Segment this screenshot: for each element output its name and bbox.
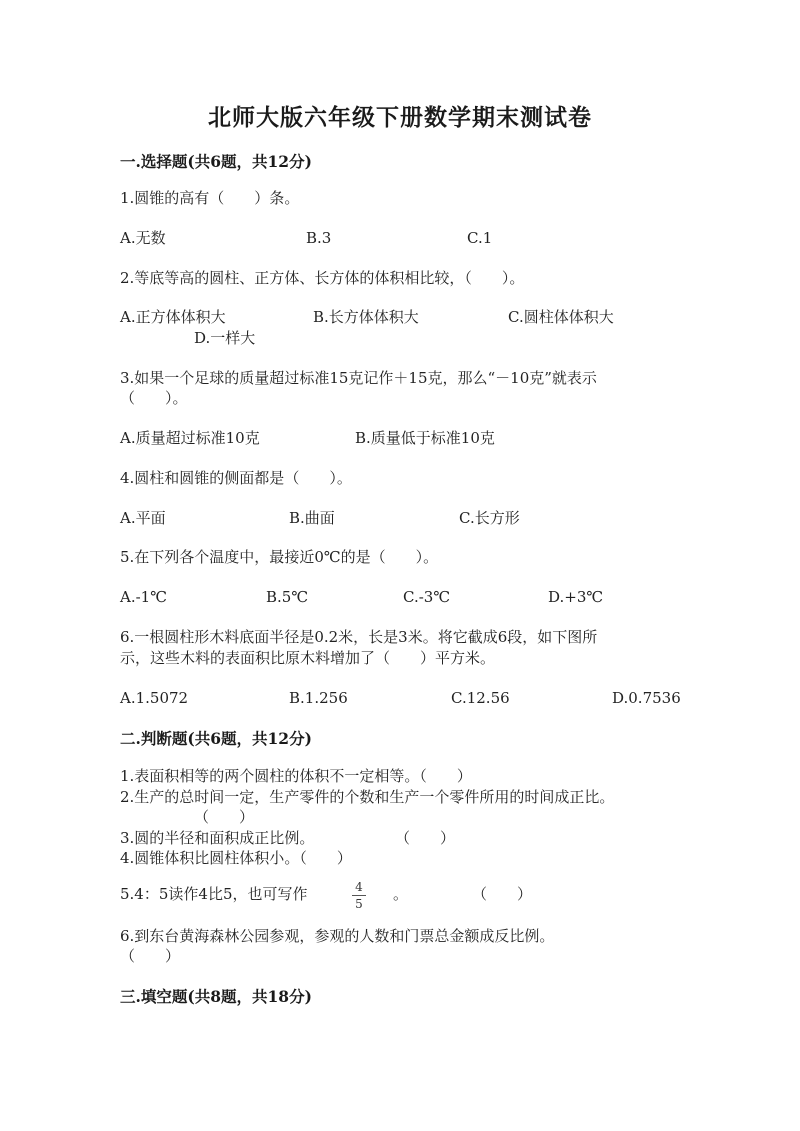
fraction-four-fifths	[352, 880, 366, 911]
question-2-stem: 2.等底等高的圆柱、正方体、长方体的体积相比较，（ ）。	[120, 269, 525, 287]
section-heading-judgment: 二.判断题(共6题，共12分)	[120, 729, 312, 748]
judgment-5-period: 。	[393, 885, 409, 903]
question-2-option-c: C.圆柱体体积大	[508, 308, 614, 326]
question-4-option-a: A.平面	[120, 509, 166, 527]
question-6-stem-line2: 示，这些木料的表面积比原木料增加了（ ）平方米。	[120, 649, 496, 667]
question-6-option-d: D.0.7536	[612, 689, 681, 707]
question-5-stem: 5.在下列各个温度中，最接近0℃的是（ ）。	[120, 548, 439, 566]
section-heading-choice: 一.选择题(共6题，共12分)	[120, 152, 312, 171]
question-2-option-d: D.一样大	[194, 329, 256, 347]
question-1-option-a: A.无数	[120, 229, 166, 247]
judgment-6-line2: （ ）	[120, 947, 181, 965]
question-2-option-b: B.长方体体积大	[313, 308, 419, 326]
question-6-option-b: B.1.256	[289, 689, 348, 707]
fraction-numerator: 4	[355, 880, 363, 894]
question-5-option-c: C.-3℃	[403, 588, 451, 606]
page-title: 北师大版六年级下册数学期末测试卷	[208, 104, 592, 131]
question-5-option-d: D.+3℃	[548, 588, 604, 606]
question-3-stem-line1: 3.如果一个足球的质量超过标准15克记作＋15克，那么“－10克”就表示	[120, 369, 597, 387]
question-1-option-b: B.3	[306, 229, 332, 247]
question-4-stem: 4.圆柱和圆锥的侧面都是（ ）。	[120, 469, 352, 487]
judgment-4: 4.圆锥体积比圆柱体积小。（ ）	[120, 849, 352, 867]
question-6-option-a: A.1.5072	[120, 689, 189, 707]
question-6-stem-line1: 6.一根圆柱形木料底面半径是0.2米，长是3米。将它截成6段，如下图所	[120, 628, 598, 646]
fraction-denominator: 5	[355, 897, 363, 911]
question-5-option-a: A.-1℃	[120, 588, 167, 606]
question-4-option-b: B.曲面	[289, 509, 335, 527]
question-3-option-b: B.质量低于标准10克	[355, 429, 495, 447]
judgment-6-line1: 6.到东台黄海森林公园参观，参观的人数和门票总金额成反比例。	[120, 927, 555, 945]
question-3-option-a: A.质量超过标准10克	[120, 429, 260, 447]
section-heading-fill-blank: 三.填空题(共8题，共18分)	[120, 987, 312, 1006]
judgment-2-line2: （ ）	[194, 808, 255, 826]
judgment-3-answer-blank: （ ）	[395, 829, 456, 847]
judgment-5-answer-blank: （ ）	[472, 885, 533, 903]
question-4-option-c: C.长方形	[459, 509, 520, 527]
judgment-3: 3.圆的半径和面积成正比例。	[120, 829, 315, 847]
judgment-2-line1: 2.生产的总时间一定，生产零件的个数和生产一个零件所用的时间成正比。	[120, 788, 615, 806]
judgment-1: 1.表面积相等的两个圆柱的体积不一定相等。（ ）	[120, 767, 472, 785]
question-1-option-c: C.1	[467, 229, 493, 247]
question-3-stem-line2: （ ）。	[120, 389, 188, 407]
question-5-option-b: B.5℃	[266, 588, 309, 606]
question-2-option-a: A.正方体体积大	[120, 308, 226, 326]
fraction-bar	[352, 895, 366, 896]
question-1-stem: 1.圆锥的高有（ ）条。	[120, 189, 300, 207]
judgment-5: 5.4：5读作4比5，也可写作	[120, 885, 308, 903]
question-6-option-c: C.12.56	[451, 689, 510, 707]
